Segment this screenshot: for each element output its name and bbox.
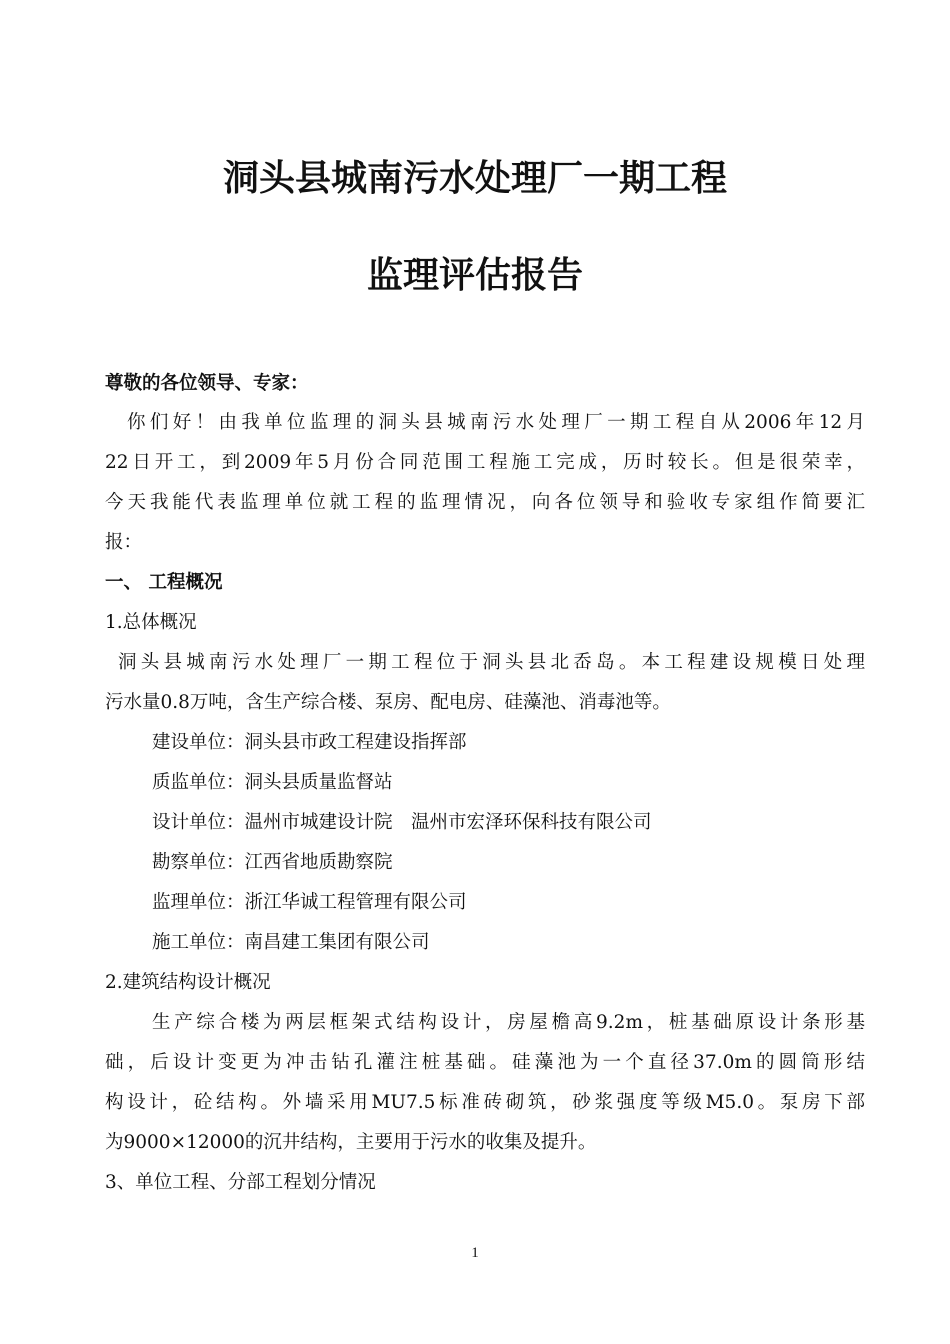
salutation: 尊敬的各位领导、专家： <box>105 373 309 394</box>
subsection-heading: 3、单位工程、分部工程划分情况 <box>105 1172 376 1193</box>
unit-entry-construction: 建设单位：洞头县市政工程建设指挥部 <box>152 732 467 753</box>
overview-line: 污水量0.8万吨，含生产综合楼、泵房、配电房、硅藻池、消毒池等。 <box>105 692 671 713</box>
intro-line: 今天我能代表监理单位就工程的监理情况，向各位领导和验收专家组作简要汇 <box>105 492 865 513</box>
structure-line: 础，后设计变更为冲击钻孔灌注桩基础。硅藻池为一个直径37.0m的圆筒形结 <box>105 1052 865 1073</box>
structure-line: 生产综合楼为两层框架式结构设计，房屋檐高9.2m，桩基础原设计条形基 <box>152 1012 865 1033</box>
intro-line: 你们好！由我单位监理的洞头县城南污水处理厂一期工程自从2006年12月 <box>127 412 865 433</box>
structure-line: 为9000×12000的沉井结构，主要用于污水的收集及提升。 <box>105 1132 597 1153</box>
subsection-heading: 2.建筑结构设计概况 <box>105 972 271 993</box>
intro-line: 报： <box>105 532 143 553</box>
document-subtitle: 监理评估报告 <box>366 255 583 296</box>
unit-entry-quality: 质监单位：洞头县质量监督站 <box>152 772 393 793</box>
structure-line: 构设计，砼结构。外墙采用MU7.5标准砖砌筑，砂浆强度等级M5.0。泵房下部 <box>105 1092 865 1113</box>
subsection-heading: 1.总体概况 <box>105 612 197 633</box>
unit-entry-contractor: 施工单位：南昌建工集团有限公司 <box>152 932 430 953</box>
section-heading: 一、 工程概况 <box>105 572 223 593</box>
unit-entry-supervision: 监理单位：浙江华诚工程管理有限公司 <box>152 892 467 913</box>
unit-entry-survey: 勘察单位：江西省地质勘察院 <box>152 852 393 873</box>
unit-entry-design: 设计单位：温州市城建设计院 温州市宏泽环保科技有限公司 <box>152 812 652 833</box>
document-title: 洞头县城南污水处理厂一期工程 <box>222 158 727 199</box>
overview-line: 洞头县城南污水处理厂一期工程位于洞头县北岙岛。本工程建设规模日处理 <box>118 652 865 673</box>
intro-line: 22日开工，到2009年5月份合同范围工程施工完成，历时较长。但是很荣幸， <box>105 452 865 473</box>
page-number: 1 <box>471 1245 479 1261</box>
